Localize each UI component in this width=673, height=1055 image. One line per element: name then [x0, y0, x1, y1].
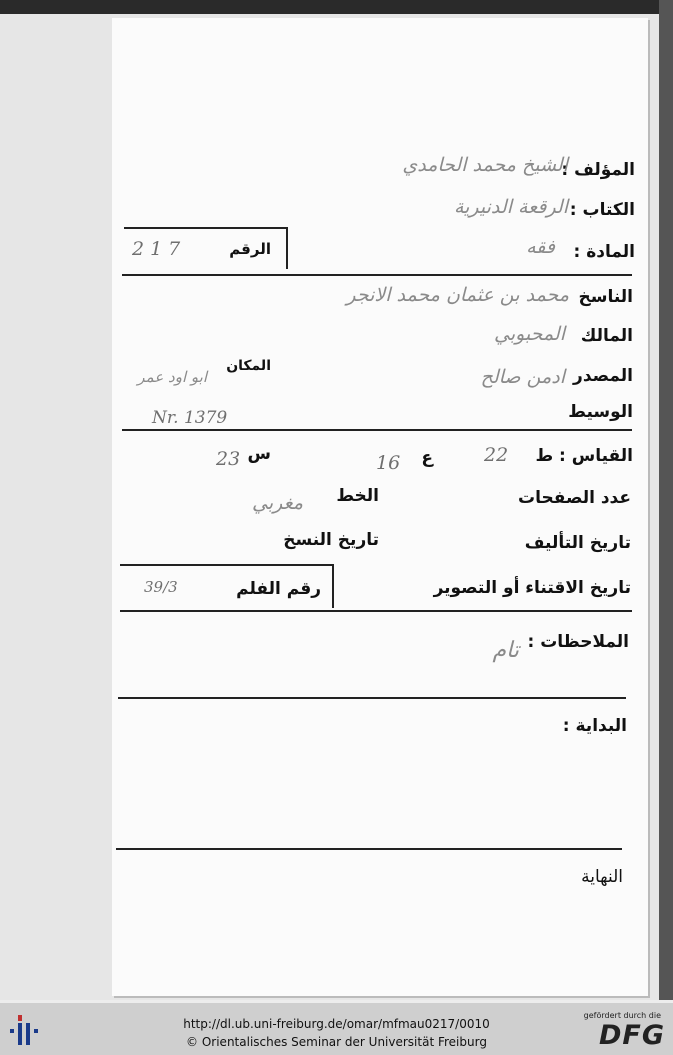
measure-label: القياس : ط — [535, 446, 633, 466]
divider-3 — [120, 610, 632, 612]
film-box-top — [120, 564, 334, 566]
film-box-side — [332, 564, 334, 608]
book-value: الرقعة الدنيرية — [453, 196, 568, 218]
divider-2 — [122, 429, 632, 431]
lines-value: 23 — [216, 448, 241, 470]
beginning-label: البداية : — [562, 716, 627, 736]
author-label: المؤلف : — [561, 160, 635, 180]
owner-label: المالك — [580, 326, 633, 346]
source-value: ادمن صالح — [480, 366, 565, 388]
number-box-side — [286, 227, 288, 269]
copyist-label: الناسخ — [578, 287, 633, 307]
subject-value: فقه — [526, 236, 555, 258]
copy-date-label: تاريخ النسخ — [283, 530, 379, 550]
divider-1 — [122, 274, 632, 276]
pages-label: عدد الصفحات — [518, 488, 631, 508]
author-value: الشيخ محمد الحامدي — [402, 154, 568, 176]
number-label: الرقم — [229, 240, 271, 258]
notes-label: الملاحظات : — [527, 632, 629, 652]
notes-value: تام — [492, 638, 519, 663]
measure-length: 22 — [484, 444, 509, 466]
funded-by-text: gefördert durch die — [583, 1011, 661, 1020]
scan-top-edge — [0, 0, 673, 14]
number-box-top — [124, 227, 288, 229]
subject-label: المادة : — [573, 242, 635, 262]
place-label: المكان — [226, 358, 271, 374]
measure-width-label: ع — [421, 448, 433, 468]
owner-value: المحبوبي — [494, 323, 565, 345]
intermediary-label: الوسيط — [568, 402, 633, 422]
number-value: 217 — [132, 238, 187, 260]
script-label: الخط — [336, 486, 379, 506]
footer — [0, 1003, 673, 1055]
script-value: مغربي — [252, 492, 303, 514]
footer-url[interactable]: http://dl.ub.uni-freiburg.de/omar/mfmau0217/0010 — [183, 1017, 490, 1031]
copyist-value: محمد بن عثمان محمد الانجر — [346, 284, 569, 306]
film-label: رقم الفلم — [236, 579, 321, 599]
measure-width: 16 — [376, 452, 401, 474]
composition-date-label: تاريخ التأليف — [524, 533, 631, 553]
source-label: المصدر — [573, 366, 633, 386]
dfg-logo: DFG — [598, 1020, 665, 1051]
book-label: الكتاب : — [569, 200, 635, 220]
acquisition-label: تاريخ الاقتناء أو التصوير — [433, 578, 631, 598]
film-value: 39/3 — [144, 578, 178, 596]
place-value: ابو اود عمر — [137, 368, 207, 386]
footer-copyright: © Orientalisches Seminar der Universität Freiburg — [186, 1035, 487, 1049]
divider-5 — [116, 848, 622, 850]
divider-4 — [118, 697, 626, 699]
end-label: النهاية — [581, 867, 623, 887]
nr-value: Nr. 1379 — [152, 408, 228, 428]
scan-right-edge — [659, 0, 673, 1000]
lines-label: س — [247, 444, 271, 464]
